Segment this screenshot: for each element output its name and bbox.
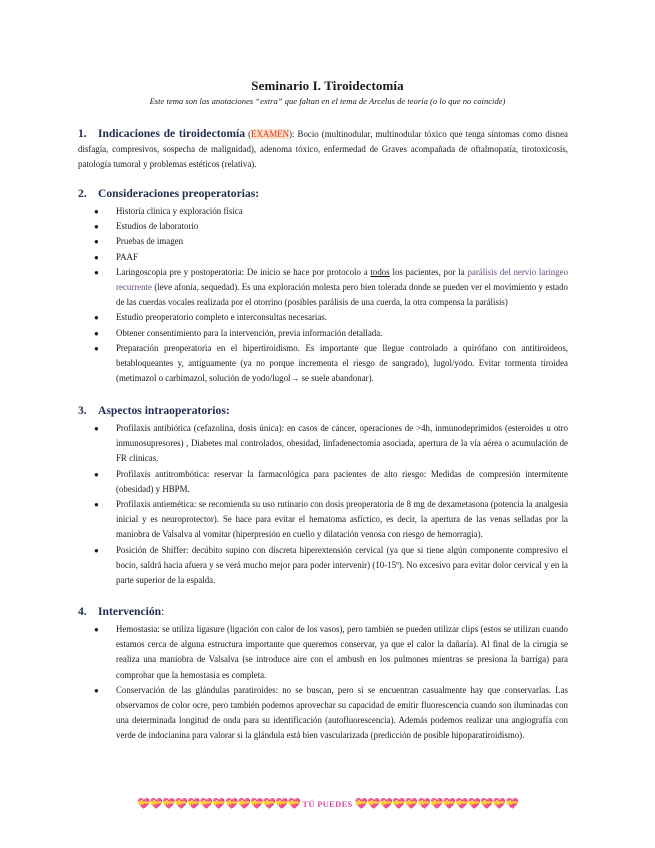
list-item: ● Hemostasia: se utiliza ligasure (ligación con calor de los vasos), pero también se pueden utilizar clips (estos se utilizan cuando estamos cerca de alguna estructura importante que queremos conservar, ya que el calor la dañaría). Al final de la cirugía se realiza una maniobra de Valsalva (se introduce aire con el ambush en los pulmones mientras se presiona la barriga) para comprobar que la hemostasia es completa. xyxy=(94,624,568,680)
heart-gift-icon-row: 💝💝💝💝💝💝💝💝💝💝💝💝💝 xyxy=(354,799,519,810)
exam-badge: EXAMEN xyxy=(251,129,290,139)
section-1-paragraph: 1. Indicaciones de tiroidectomía (EXAMEN): Bocio (multinodular, multinodular tóxico que tenga síntomas como disnea disfagia, compresivos, sospecha de malignidad), adenoma tóxico, enfermedad de Graves acompañada de oftalmopatía, tirotoxicosis, patología tumoral y problemas estéticos (relativa). xyxy=(78,127,568,170)
bullet-icon: ● xyxy=(94,343,99,353)
section-4-list xyxy=(78,622,568,744)
section-indicaciones xyxy=(78,127,568,173)
list-item: ● Obtener consentimiento para la intervención, previa información detallada. xyxy=(78,326,568,341)
section-2-heading: 2. Consideraciones preoperatorias: xyxy=(78,187,260,200)
bullet-icon: ● xyxy=(94,252,99,262)
section-1-heading: 1. Indicaciones de tiroidectomía xyxy=(78,127,246,140)
list-item: ● Profilaxis antitrombótica: reservar la farmacológica para pacientes de alto riesgo: Medidas de compresión intermitente (obesidad) y HBPM. xyxy=(94,468,568,494)
section-intraoperatorios xyxy=(78,404,568,588)
nerve-term: parálisis del nervio laríngeo recurrente xyxy=(116,266,569,293)
bullet-icon: ● xyxy=(94,500,99,510)
bullet-icon: ● xyxy=(94,685,99,695)
bullet-icon: ● xyxy=(94,267,99,277)
list-item: ● Posición de Shiffer: decúbito supino con discreta hiperextensión cervical (ya que si tiene algún componente compresivo el bocio, saldrá hacia afuera y se verá mucho mejor para poder intervenir) (10-15º). No excesivo para evitar dolor cervical y en la parte superior de la espalda. xyxy=(94,544,568,586)
bullet-icon: ● xyxy=(94,545,99,555)
bullet-icon: ● xyxy=(94,222,99,232)
list-item: ● PAAF xyxy=(78,250,568,265)
list-item: ● Conservación de las glándulas paratiroides: no se buscan, pero si se encuentran casualmente hay que conservarlas. Las observamos de color ocre, pero también podemos aprovechar su capacidad de emitir fluorescencia cuando son iluminadas con una determinada longitud de onda para su identificación (autofluorescencia). Además podemos realizar una angiografía con verde de indocianina para valorar si la glándula está bien vascularizada (predicción de posible hipoparatiroidismo). xyxy=(94,684,568,741)
list-item: ● Pruebas de imagen xyxy=(78,234,568,249)
footer-banner xyxy=(0,797,655,810)
section-3-list xyxy=(78,421,568,588)
section-4-heading: 4. Intervención: xyxy=(78,605,165,618)
page-title: Seminario I. Tiroidectomía xyxy=(251,78,404,93)
section-intervencion xyxy=(78,605,568,744)
page-subtitle: Este tema son las anotaciones “extra” que faltan en el tema de Arcelus de teoría (o lo que no coincide) xyxy=(149,96,506,106)
heart-gift-icon-row: 💝💝💝💝💝💝💝💝💝💝💝💝💝 xyxy=(136,799,301,810)
bullet-icon: ● xyxy=(94,328,99,338)
footer-text: TÚ PUEDES xyxy=(302,799,353,809)
bullet-icon: ● xyxy=(94,424,99,433)
list-item: ● Estudio preoperatorio completo e interconsultas necesarias. xyxy=(78,310,568,325)
section-preoperatorias xyxy=(78,187,568,386)
list-item: ● Profilaxis antibiótica (cefazolina, dosis única): en casos de cáncer, operaciones de >4h, inmunodeprimidos (esteroides u otro inmunosupresores) , Diabetes mal controlados, obesidad, linfadenectomía asociada, apertura de la vía aérea o acumulación de FR clínicas. xyxy=(94,423,568,464)
list-item: ● Estudios de laboratorio xyxy=(78,219,568,234)
bullet-icon: ● xyxy=(94,313,99,323)
list-item: ● Laringoscopia pre y postoperatoria: De inicio se hace por protocolo a todos los pacientes, por la parálisis del nervio laríngeo recurrente (leve afonía, sequedad). Es una exploración molesta pero bien tolerada donde se pueden ver el movimiento y estado de las cuerdas vocales realizada por el otorrino (posibles parálisis de una cuerda, la otra compensa la parálisis) xyxy=(94,266,569,308)
bullet-icon: ● xyxy=(94,625,99,634)
list-item: ● Preparación preoperatoria en el hipertiroidismo. Es importante que llegue controlado a quirófano con antitiroideos, betabloqueantes y, antiguamente (ya no porque incrementa el riesgo de sangrado), lugol/yodo. Evitar tormenta tiroidea (metimazol o carbimazol, solución de yodo/lugol→ se suele abandonar). xyxy=(94,342,568,384)
bullet-icon: ● xyxy=(94,207,99,216)
section-3-heading: 3. Aspectos intraoperatorios: xyxy=(78,404,230,417)
list-item: ● Profilaxis antiemética: se recomienda su uso rutinario con dosis preoperatoria de 8 mg de dexametasona (potencia la analgesia inicial y es neuroprotector). Se hace para evitar el hematoma asfíctico, es decir, la apertura de las venas selladas por la maniobra de Valsalva al vomitar (hiperpresión en cuello y dilatación venosa con riesgo de hemorragia). xyxy=(94,499,568,540)
bullet-icon: ● xyxy=(94,469,99,479)
section-2-list xyxy=(78,204,568,386)
list-item: ● Historia clínica y exploración física xyxy=(78,204,568,219)
bullet-icon: ● xyxy=(94,237,99,247)
